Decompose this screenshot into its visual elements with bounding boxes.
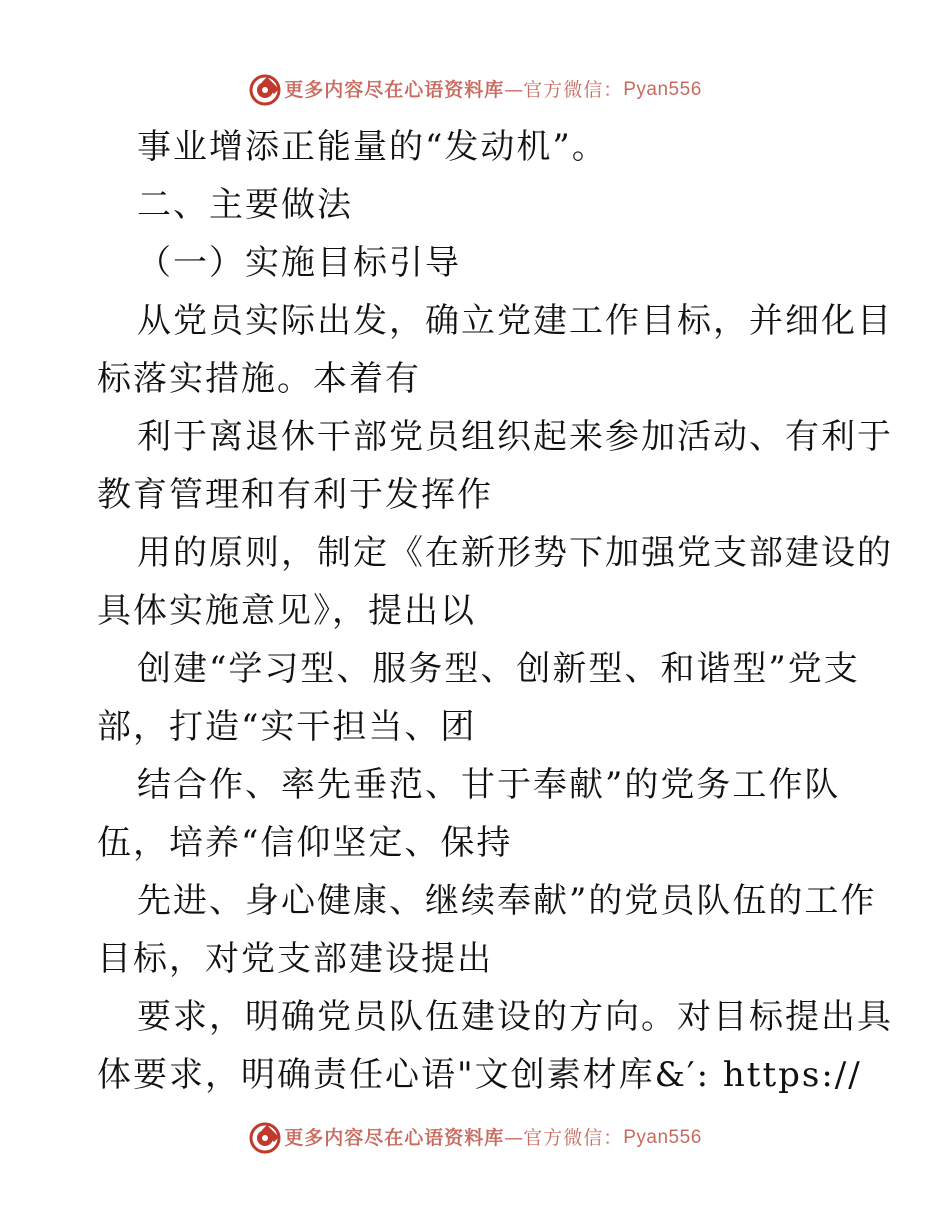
watermark-logo-icon	[248, 73, 282, 107]
watermark-label: 官方微信：	[523, 1127, 624, 1149]
footer-watermark	[0, 1118, 950, 1158]
paragraph-line: 利于离退休干部党员组织起来参加活动、有利于	[137, 417, 893, 457]
watermark-main-text: 更多内容尽在心语资料库	[284, 79, 505, 101]
watermark-main-text: 更多内容尽在心语资料库	[284, 1127, 505, 1149]
paragraph-line: 先进、身心健康、继续奉献”的党员队伍的工作	[137, 881, 877, 921]
paragraph-line: 创建“学习型、服务型、创新型、和谐型”党支	[137, 649, 860, 689]
paragraph-line: 具体实施意见》，提出以	[97, 591, 476, 631]
paragraph-line: 伍，培养“信仰坚定、保持	[97, 823, 513, 863]
paragraph-line: 教育管理和有利于发挥作	[97, 475, 493, 515]
paragraph-line: 从党员实际出发，确立党建工作目标，并细化目	[137, 301, 893, 341]
paragraph-line: 事业增添正能量的“发动机”。	[137, 127, 608, 167]
paragraph-line: 结合作、率先垂范、甘于奉献”的党务工作队	[137, 765, 841, 805]
watermark-dash: —	[504, 79, 524, 101]
watermark-dash: —	[504, 1127, 524, 1149]
subsection-heading: （一）实施目标引导	[137, 243, 461, 283]
paragraph-line: 体要求，明确责任心语"文创素材库&′: https://	[97, 1055, 862, 1095]
watermark-wechat-id: Pyan556	[623, 1127, 702, 1148]
paragraph-line: 标落实措施。本着有	[97, 359, 421, 399]
watermark-label: 官方微信：	[523, 79, 624, 101]
section-heading: 二、主要做法	[137, 185, 353, 225]
header-watermark	[0, 70, 950, 110]
paragraph-line: 目标，对党支部建设提出	[97, 939, 493, 979]
paragraph-line: 要求，明确党员队伍建设的方向。对目标提出具	[137, 997, 893, 1037]
watermark-logo-icon	[248, 1121, 282, 1155]
watermark-wechat-id: Pyan556	[623, 79, 702, 100]
paragraph-line: 用的原则，制定《在新形势下加强党支部建设的	[137, 533, 893, 573]
paragraph-line: 部，打造“实干担当、团	[97, 707, 477, 747]
